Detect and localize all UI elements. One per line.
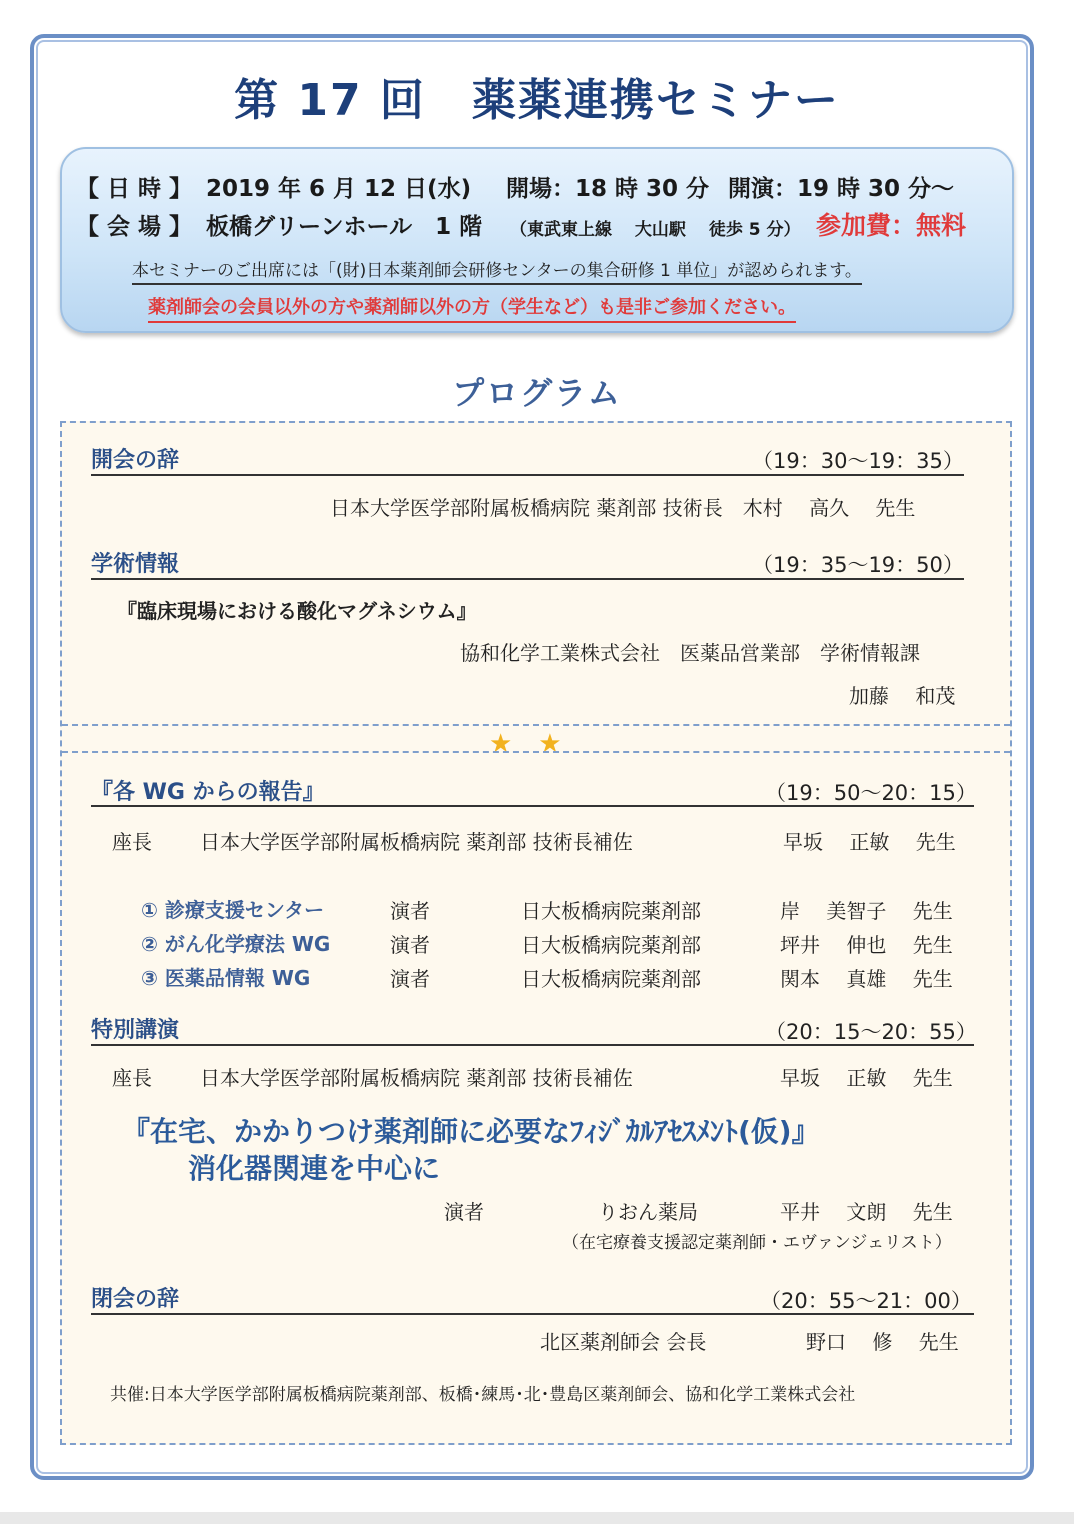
wg-item-affiliation: 日大板橋病院薬剤部 bbox=[521, 899, 701, 923]
wg-chair-label: 座長 bbox=[112, 830, 152, 854]
wg-item-role: 演者 bbox=[390, 899, 430, 923]
venue-name: 板橋グリーンホール 1 階 bbox=[206, 214, 483, 240]
wg-chair-affiliation: 日本大学医学部附属板橋病院 薬剤部 技術長補佐 bbox=[200, 830, 633, 854]
wg-item-speaker: 坪井 伸也 先生 bbox=[780, 933, 953, 957]
closing-speaker-affiliation: 北区薬剤師会 会長 bbox=[540, 1330, 707, 1354]
academic-time: （19：35～19：50） bbox=[752, 553, 964, 577]
wg-rule bbox=[91, 805, 974, 807]
special-heading: 特別講演 bbox=[91, 1018, 180, 1043]
opening-time: （19：30～19：35） bbox=[752, 449, 964, 473]
wg-item-role: 演者 bbox=[390, 967, 430, 991]
lecture-speaker-affiliation: りおん薬局 bbox=[598, 1200, 698, 1224]
participation-fee: 参加費：無料 bbox=[816, 211, 967, 240]
venue-label: 【 会 場 】 bbox=[76, 214, 193, 240]
opening-rule bbox=[91, 474, 964, 476]
special-chair-label: 座長 bbox=[112, 1066, 152, 1090]
wg-time: （19：50～20：15） bbox=[765, 781, 977, 805]
cosponsor-text: 共催:日本大学医学部附属板橋病院薬剤部、板橋･練馬･北･豊島区薬剤師会、協和化学工業株式会社 bbox=[110, 1385, 856, 1405]
special-chair-name: 早坂 正敏 先生 bbox=[780, 1066, 953, 1090]
closing-speaker-name: 野口 修 先生 bbox=[806, 1330, 959, 1354]
closing-time: （20：55～21：00） bbox=[760, 1289, 972, 1313]
invitation-note: 薬剤師会の会員以外の方や薬剤師以外の方（学生など）も是非ご参加ください。 bbox=[148, 293, 796, 323]
wg-item-title: ② がん化学療法 WG bbox=[141, 932, 331, 956]
wg-chair-name: 早坂 正敏 先生 bbox=[783, 830, 956, 854]
special-rule bbox=[91, 1044, 974, 1046]
opening-speaker: 日本大学医学部附属板橋病院 薬剤部 技術長 木村 高久 先生 bbox=[330, 496, 916, 520]
wg-item-speaker: 岸 美智子 先生 bbox=[780, 899, 953, 923]
lecture-speaker-note: （在宅療養支援認定薬剤師・エヴァンジェリスト） bbox=[562, 1233, 952, 1253]
wg-item-speaker: 関本 真雄 先生 bbox=[780, 967, 953, 991]
wg-heading: 『各 WG からの報告』 bbox=[91, 780, 325, 805]
event-date: 2019 年 6 月 12 日(水) bbox=[206, 176, 472, 202]
lecture-title: 『在宅、かかりつけ薬剤師に必要なﾌｨｼﾞｶﾙｱｾｽﾒﾝﾄ(仮)』 bbox=[122, 1115, 820, 1148]
doors-open-time: 開場：18 時 30 分 bbox=[506, 176, 710, 202]
lecture-speaker-role: 演者 bbox=[444, 1200, 484, 1224]
special-time: （20：15～20：55） bbox=[765, 1020, 977, 1044]
academic-heading: 学術情報 bbox=[91, 552, 180, 577]
date-label: 【 日 時 】 bbox=[76, 176, 193, 202]
wg-item-affiliation: 日大板橋病院薬剤部 bbox=[521, 967, 701, 991]
wg-item-affiliation: 日大板橋病院薬剤部 bbox=[521, 933, 701, 957]
page-bottom-edge bbox=[0, 1512, 1074, 1524]
academic-topic: 『臨床現場における酸化マグネシウム』 bbox=[117, 599, 477, 623]
wg-item-title: ① 診療支援センター bbox=[141, 898, 325, 922]
start-time: 開演：19 時 30 分～ bbox=[728, 176, 955, 202]
training-credit-note: 本セミナーのご出席には「(財)日本薬剤師会研修センターの集合研修 1 単位」が認められます。 bbox=[132, 256, 862, 285]
wg-item-title: ③ 医薬品情報 WG bbox=[141, 966, 311, 990]
special-chair-affiliation: 日本大学医学部附属板橋病院 薬剤部 技術長補佐 bbox=[200, 1066, 633, 1090]
venue-access: （東武東上線 大山駅 徒歩 5 分） bbox=[510, 220, 801, 240]
academic-rule bbox=[91, 578, 964, 580]
opening-heading: 開会の辞 bbox=[91, 448, 180, 473]
page-title: 第 17 回 薬薬連携セミナー bbox=[234, 75, 840, 126]
academic-company: 協和化学工業株式会社 医薬品営業部 学術情報課 bbox=[460, 641, 920, 665]
wg-item-role: 演者 bbox=[390, 933, 430, 957]
lecture-subtitle: 消化器関連を中心に bbox=[188, 1152, 441, 1185]
closing-rule bbox=[91, 1313, 974, 1315]
star-icon: ★ ★ bbox=[489, 729, 562, 759]
academic-speaker: 加藤 和茂 bbox=[849, 684, 956, 708]
lecture-speaker-name: 平井 文朗 先生 bbox=[780, 1200, 953, 1224]
program-title: プログラム bbox=[452, 374, 622, 412]
section-divider-bottom bbox=[62, 751, 1010, 753]
closing-heading: 閉会の辞 bbox=[91, 1287, 180, 1312]
